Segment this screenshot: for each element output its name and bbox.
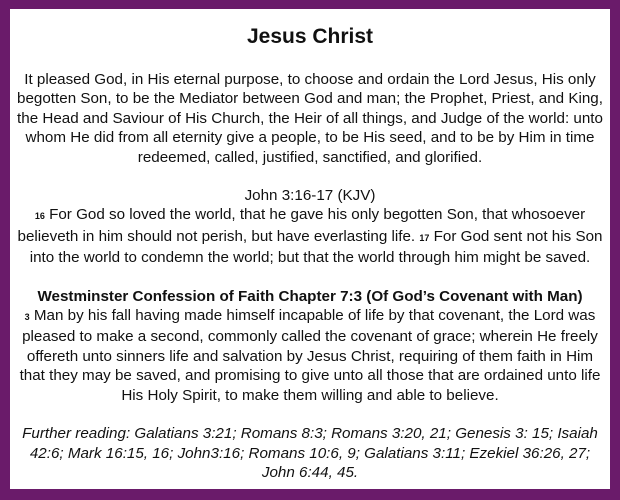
intro-paragraph: It pleased God, in His eternal purpose, to choose and ordain the Lord Jesus, His only begotten Son, to be the Mediator between God and man; the Prophet, Priest, and King, the Head and Saviour of His Church, the Heir of all things, and Judge of the world: unto whom He did from all eternity give a people, to be His seed, and to be by Him in time redeemed, called, justified, sanctified, and glorified. (17, 71, 603, 166)
wcf-passage (14, 306, 606, 405)
content-card (10, 9, 610, 489)
john-passage (14, 205, 606, 267)
verse-number-16: 16 (34, 211, 45, 222)
wcf-text: Man by his fall having made himself incapable of life by that covenant, the Lord was pleased to make a second, commonly called the covenant of grace; wherein He freely offereth unto sinners life and salvation by Jesus Christ, requiring of them faith in Him that they may be saved, and promising to give unto all those that are ordained unto life His Holy Spirit, to make them willing and able to believe. (19, 307, 601, 404)
verse-17-text: For God sent not his Son into the world to condemn the world; but that the world through him might be saved. (29, 227, 603, 267)
page-title: Jesus Christ (246, 25, 374, 48)
john-reference: John 3:16-17 (KJV) (244, 187, 376, 205)
further-reading: Further reading: Galatians 3:21; Romans 8:3; Romans 3:20, 21; Genesis 3: 15; Isaiah 42:6; Mark 16:15, 16; John3:16; Romans 10:6, 9; Galatians 3:11; Ezekiel 36:26, 27; John 6:44, 45. (22, 425, 598, 481)
verse-number-17: 17 (419, 232, 430, 243)
wcf-section-number: 3 (24, 312, 30, 323)
verse-16-text: For God so loved the world, that he gave his only begotten Son, that whosoever believeth in him should not perish, but have everlasting life. (17, 206, 586, 245)
wcf-heading: Westminster Confession of Faith Chapter 7:3 (Of God’s Covenant with Man) (37, 287, 583, 305)
